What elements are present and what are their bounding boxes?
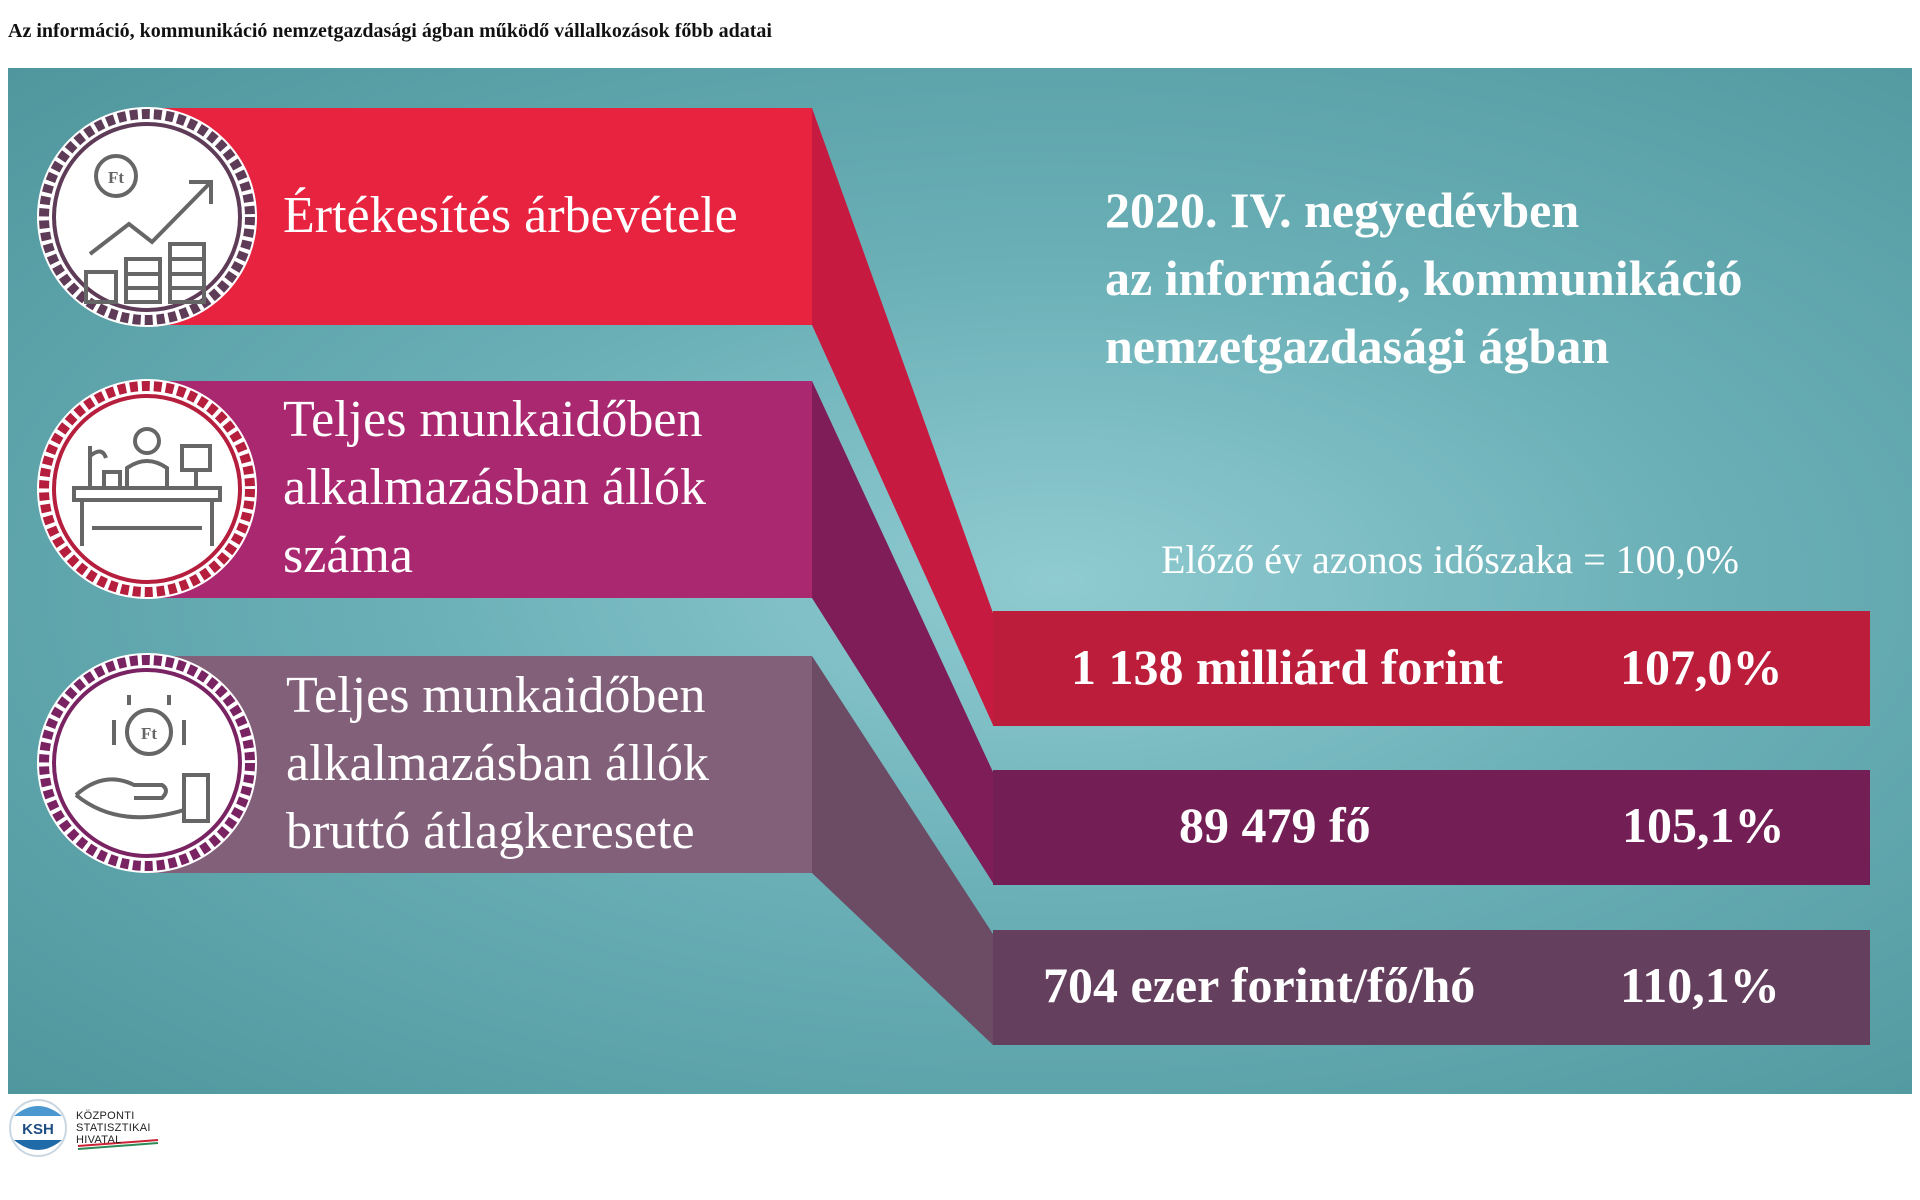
headline-line: az információ, kommunikáció bbox=[1105, 250, 1743, 306]
page-title: Az információ, kommunikáció nemzetgazdasági ágban működő vállalkozások főbb adatai bbox=[8, 20, 772, 42]
percent-revenue: 107,0% bbox=[1620, 639, 1783, 695]
percent-earnings: 110,1% bbox=[1620, 957, 1780, 1013]
label-line: Teljes munkaidőben bbox=[286, 667, 706, 724]
label-line: alkalmazásban állók bbox=[286, 735, 710, 792]
revenue-coins-chart-icon bbox=[34, 104, 260, 330]
value-employees: 89 479 fő bbox=[1179, 797, 1371, 853]
baseline-note: Előző év azonos időszaka = 100,0% bbox=[1161, 537, 1739, 582]
employee-at-desk-icon bbox=[34, 376, 260, 602]
indicator-label-earnings bbox=[286, 662, 709, 866]
logo-line: HIVATAL bbox=[76, 1134, 122, 1146]
label-line: száma bbox=[283, 527, 413, 584]
label-line: Teljes munkaidőben bbox=[283, 391, 703, 448]
percent-employees: 105,1% bbox=[1622, 797, 1785, 853]
headline-line: 2020. IV. negyedévben bbox=[1105, 182, 1580, 238]
value-revenue: 1 138 milliárd forint bbox=[1071, 639, 1503, 695]
hand-holding-coin-icon bbox=[34, 650, 260, 876]
label-line: alkalmazásban állók bbox=[283, 459, 707, 516]
label-line: bruttó átlagkeresete bbox=[286, 803, 695, 860]
label-line: Értékesítés árbevétele bbox=[283, 187, 738, 244]
svg-text:Ft: Ft bbox=[107, 168, 125, 187]
logo-abbr: KSH bbox=[22, 1121, 54, 1138]
logo-text bbox=[76, 1110, 151, 1146]
value-earnings: 704 ezer forint/fő/hó bbox=[1043, 957, 1476, 1013]
logo-line: STATISZTIKAI bbox=[76, 1122, 151, 1134]
logo-line: KÖZPONTI bbox=[76, 1110, 135, 1122]
headline bbox=[1105, 176, 1742, 380]
infographic-panel bbox=[8, 68, 1912, 1094]
indicator-label-revenue bbox=[283, 182, 738, 250]
svg-text:Ft: Ft bbox=[140, 724, 158, 743]
headline-line: nemzetgazdasági ágban bbox=[1105, 318, 1610, 374]
indicator-label-employees bbox=[283, 386, 706, 590]
